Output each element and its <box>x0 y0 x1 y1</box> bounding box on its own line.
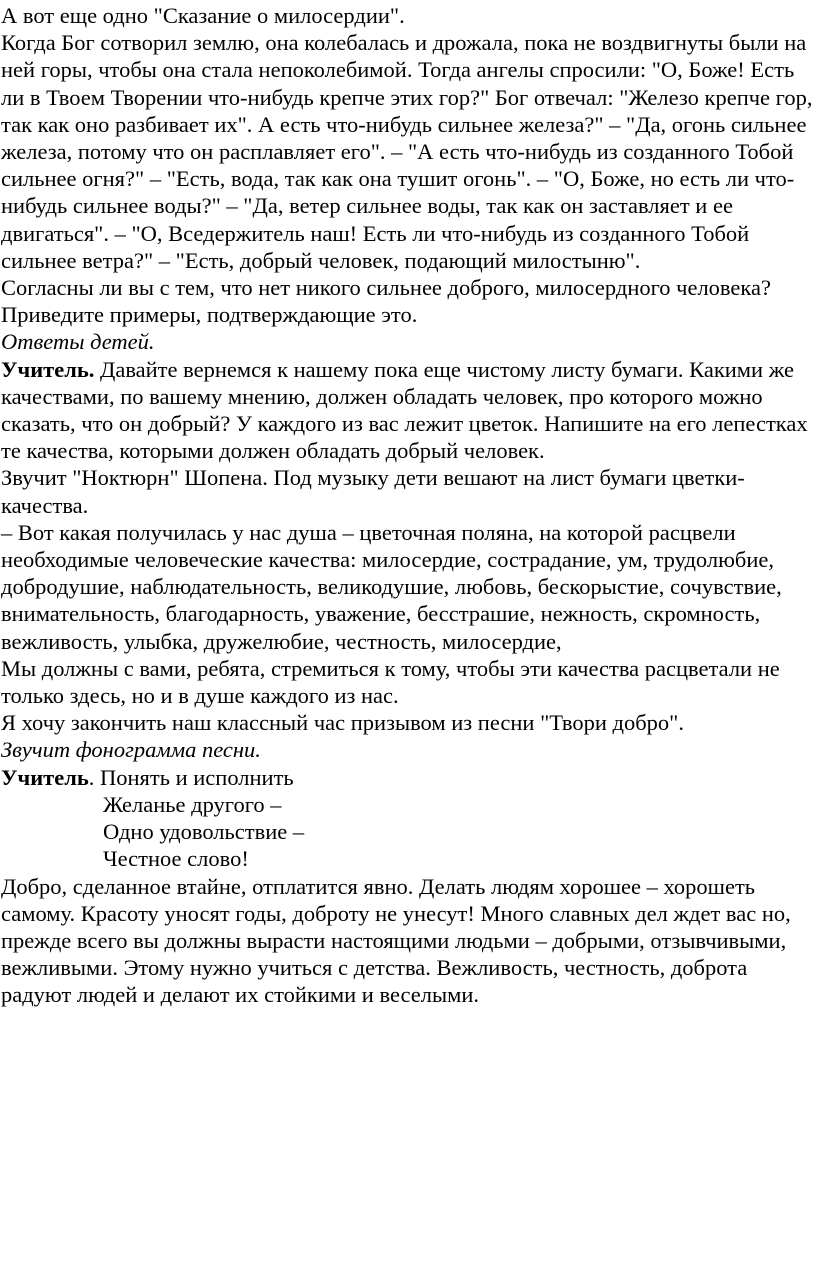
legend-paragraph: Когда Бог сотворил землю, она колебалась и дрожала, пока не воздвигнуты были на ней горы, чтобы она стала непоколебимой. Тогда ангелы спросили: "О, Боже! Есть ли в Твоем Творении что-нибудь крепче этих гор?" Бог отвечал: "Железо крепче гор, так как оно разбивает их". А есть что-нибудь сильнее железа?" – "Да, огонь сильнее железа, потому что он расплавляет его". – "А есть что-нибудь из созданного Тобой сильнее огня?" – "Есть, вода, так как она тушит огонь". – "О, Боже, но есть ли что-нибудь сильнее воды?" – "Да, ветер сильнее воды, так как он заставляет и ее двигаться". – "О, Вседержитель наш! Есть ли что-нибудь из созданного Тобой сильнее ветра?" – "Есть, добрый человек, подающий милостыню". <box>1 30 813 273</box>
phonogram-note: Звучит фонограмма песни. <box>1 737 261 763</box>
teacher-paragraph-2 <box>1 764 816 791</box>
music-paragraph: Звучит "Ноктюрн" Шопена. Под музыку дети вешают на лист бумаги цветки-качества. <box>1 465 745 518</box>
verse-line-1: Желанье другого – <box>103 791 282 817</box>
aspiration-paragraph: Мы должны с вами, ребята, стремиться к тому, чтобы эти качества расцветали не только здесь, но и в душе каждого из нас. <box>1 655 780 709</box>
verse-line-2: Одно удовольствие – <box>103 819 305 845</box>
teacher-text: . Понять и исполнить <box>88 764 294 790</box>
teacher-paragraph-1 <box>1 356 816 465</box>
finish-paragraph: Я хочу закончить наш классный час призывом из песни "Твори добро". <box>1 710 684 736</box>
intro-paragraph: А вот еще одно "Сказание о милосердии". <box>1 3 405 28</box>
teacher-label: Учитель. <box>1 356 95 382</box>
conclusion-paragraph: Добро, сделанное втайне, отплатится явно. Делать людям хорошее – хорошеть самому. Красоту уносят годы, доброту не унесут! Много славных дел ждет вас но, прежде всего вы должны вырасти настоящими людьми – добрыми, отзывчивыми, вежливыми. Этому нужно учиться с детства. Вежливость, честность, доброта радуют людей и делают их стойкими и веселыми. <box>1 873 791 1008</box>
verse-line-3: Честное слово! <box>103 846 249 872</box>
teacher-label: Учитель <box>1 764 89 790</box>
teacher-text: Давайте вернемся к нашему пока еще чистому листу бумаги. Какими же качествами, по вашему мнению, должен обладать человек, про которого можно сказать, что он добрый? У каждого из вас лежит цветок. Напишите на его лепестках те качества, которыми должен обладать добрый человек. <box>1 356 808 464</box>
question-paragraph: Согласны ли вы с тем, что нет никого сильнее доброго, милосердного человека? Приведите примеры, подтверждающие это. <box>1 275 771 328</box>
qualities-paragraph: – Вот какая получилась у нас душа – цветочная поляна, на которой расцвели необходимые человеческие качества: милосердие, сострадание, ум, трудолюбие, добродушие, наблюдательность, великодушие, любовь, бескорыстие, сочувствие, внимательность, благодарность, уважение, бесстрашие, нежность, скромность, вежливость, улыбка, дружелюбие, честность, милосердие, <box>1 519 782 654</box>
children-answers-note: Ответы детей. <box>1 329 155 355</box>
